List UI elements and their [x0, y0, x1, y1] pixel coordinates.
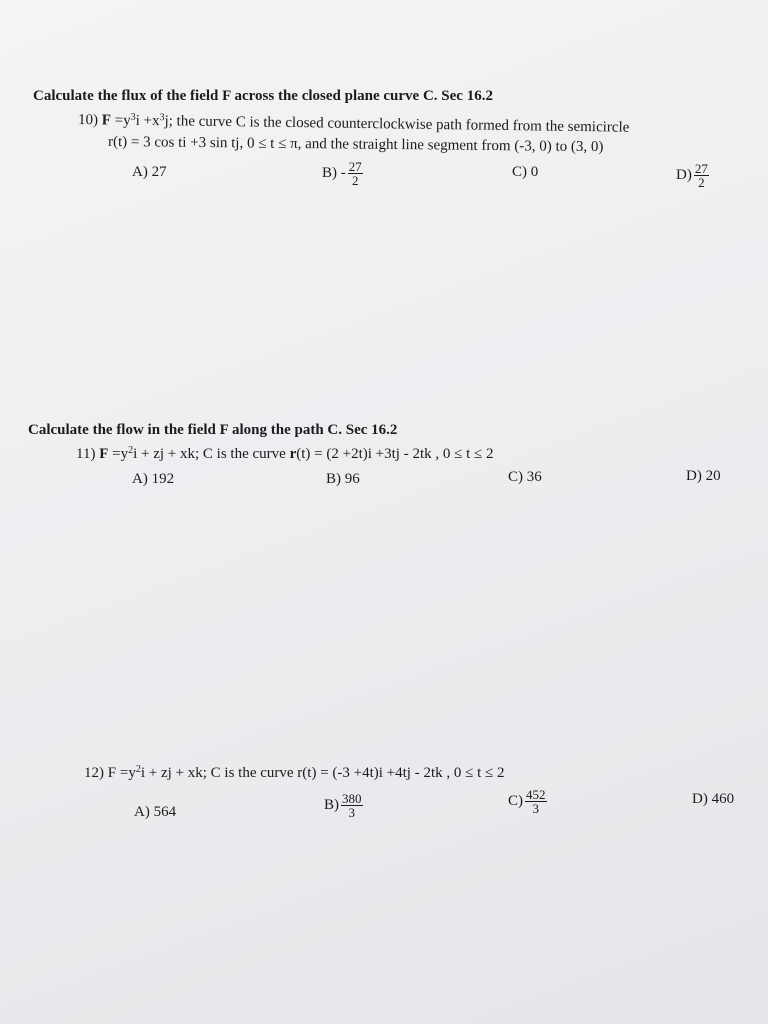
q11-y: y	[120, 446, 129, 462]
q12-equals: =	[119, 765, 129, 781]
q12-y: y	[128, 765, 136, 781]
q10-i-part: i +x	[135, 112, 160, 130]
q12-number: 12)	[84, 765, 104, 781]
q11-exp: 2	[128, 445, 134, 456]
q10-option-d-den: 2	[698, 175, 705, 190]
q12-option-b-num: 380	[342, 791, 362, 806]
q10-option-b-num: 27	[348, 159, 362, 174]
q11-option-a: A) 192	[132, 471, 175, 487]
q12-option-b	[324, 792, 363, 819]
q10-rest-line1: j; the curve C is the closed counterclockwise path formed from the semicircle	[164, 113, 630, 136]
q11-number: 11)	[76, 446, 96, 462]
q10-line1	[78, 112, 630, 137]
q11-rest-b: (t) = (2 +2t)i +3tj - 2tk , 0 ≤ t ≤ 2	[296, 446, 494, 462]
q12-exp: 2	[135, 764, 141, 775]
q10-option-a: A) 27	[132, 164, 167, 180]
q10-option-d-fraction	[694, 162, 709, 189]
q12-option-b-den: 3	[348, 805, 355, 820]
q10-exp2: 3	[159, 112, 165, 124]
q10-line2: r(t) = 3 cos ti +3 sin tj, 0 ≤ t ≤ π, and the straight line segment from (-3, 0) to (3, 0)	[107, 134, 604, 156]
q12-option-d: D) 460	[692, 791, 735, 807]
q12-option-c	[508, 788, 547, 815]
q11-rest-a: i + zj + xk; C is the curve	[133, 446, 290, 462]
q10-option-b	[322, 160, 363, 187]
q10-option-d	[676, 162, 709, 189]
q10-equals: =	[114, 112, 124, 129]
q12-rest: i + zj + xk; C is the curve r(t) = (-3 +4t)i +4tj - 2tk , 0 ≤ t ≤ 2	[140, 765, 505, 781]
section2-heading: Calculate the flow in the field F along the path C. Sec 16.2	[28, 422, 398, 438]
q12-option-b-prefix: B)	[324, 796, 339, 813]
q10-option-d-prefix: D)	[676, 166, 692, 183]
q11-line	[76, 446, 494, 463]
q10-y: y	[123, 112, 131, 129]
q11-option-b: B) 96	[326, 471, 360, 487]
q11-option-c: C) 36	[508, 469, 542, 485]
q12-option-c-prefix: C)	[508, 792, 523, 809]
q10-option-d-num: 27	[694, 161, 708, 176]
q10-number: 10)	[77, 112, 99, 129]
q11-option-d: D) 20	[686, 468, 721, 484]
q12-option-a: A) 564	[134, 804, 177, 820]
q12-F-label: F	[107, 765, 117, 781]
q11-r: r	[289, 446, 297, 462]
q12-option-c-fraction	[525, 788, 547, 815]
q12-option-c-den: 3	[532, 801, 539, 816]
q10-option-b-fraction	[348, 160, 363, 187]
q10-F-label: F	[101, 112, 112, 129]
q10-option-c: C) 0	[512, 164, 539, 180]
section1-heading: Calculate the flux of the field F across the closed plane curve C. Sec 16.2	[33, 88, 493, 104]
q10-exp1: 3	[130, 111, 136, 123]
q12-line	[84, 765, 505, 782]
q10-option-b-prefix: B) -	[322, 164, 346, 181]
q12-option-b-fraction	[341, 792, 363, 819]
q12-option-c-num: 452	[526, 787, 546, 802]
q11-equals: =	[112, 446, 121, 462]
q10-option-b-den: 2	[352, 173, 359, 188]
q11-F-label: F	[99, 446, 109, 462]
